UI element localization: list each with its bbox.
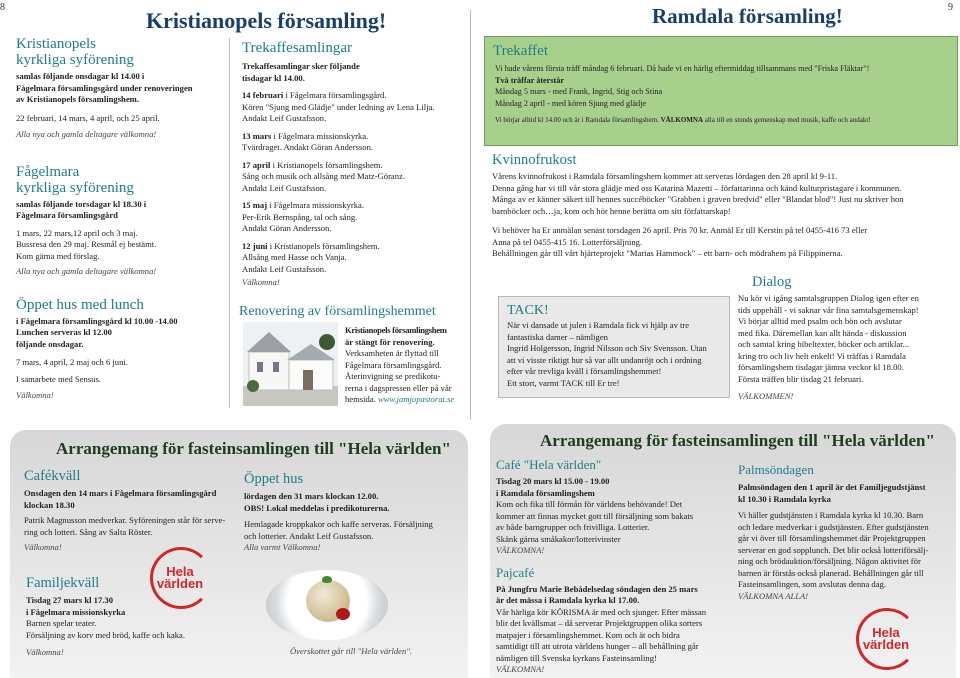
trekaffet-line: alla till en stunds gemenskap med musik, kaffe och andakt! <box>703 116 871 124</box>
syforening-line: Fågelmara församlingsgård under renoveringen <box>16 82 193 93</box>
kroppkaka-photo <box>262 564 392 644</box>
renovering-line: Fågelmara församlingsgård. <box>345 359 442 370</box>
renovering-title: Renovering av församlingshemmet <box>239 304 436 319</box>
familjekvall-title: Familjekväll <box>26 575 100 591</box>
cafe-line: kommer att finnas mycket gott till försäljning som bakats <box>496 510 694 521</box>
page-number-right: 9 <box>948 2 953 13</box>
oppet-hus-bold: OBS! Lokal meddelas i predikoturerna. <box>244 502 390 513</box>
tack-line: efter vår trevliga kväll i församlingshemmet! <box>507 366 662 376</box>
dialog-title: Dialog <box>752 274 792 290</box>
event-line: Andakt Leif Gustafsson. <box>242 263 327 274</box>
event-line: 14 februari i Fågelmara församlingsgård. <box>242 90 387 100</box>
lunch-line: i Fågelmara församlingsgård kl 10.00 -14.00 <box>16 315 178 326</box>
palm-line: och ledare medverkar i gudstjänsten. Efter gudstjänsten <box>738 521 929 532</box>
palm-line: Fasteinsamlingen, som avslutas denna dag. <box>738 579 886 589</box>
palm-line: ning och brödauktion/försäljning. Någon aktivitet för <box>738 556 921 566</box>
column-divider <box>229 38 230 408</box>
fagelmara-info: Bussresa den 29 maj. Resmål ej bestämt. <box>16 239 157 249</box>
column-trekaffe <box>242 40 462 289</box>
event-line: 12 juni i Kristianopels församlingshem. <box>242 240 380 251</box>
kvinno-line: Vi behöver ha Er anmälan senast torsdagen 26 april. Pris 70 kr. Anmäl Er till Kerstin på tel 0455-416 73 eller <box>492 225 868 235</box>
trekaffet-line: Vi hade vårens första träff måndag 6 februari. Då hade vi en härlig eftermiddag tillsammans med "Friska Fläktar"! <box>495 64 870 73</box>
paj-welcome: VÄLKOMNA! <box>496 664 545 674</box>
dialog-line: församlingshem tisdagar jämna veckor kl 18.00. <box>738 362 904 372</box>
event-line: Andakt Göran Andersson. <box>242 223 332 233</box>
event-line: 15 maj i Fågelmara missionskyrka. <box>242 200 364 210</box>
trekaffet-line: Måndag 2 april - med kören Sjung med glädje <box>495 98 646 108</box>
trekaffe-intro: Trekaffesamlingar sker följande <box>242 61 360 71</box>
familjekvall-welcome: Välkomna! <box>26 647 64 657</box>
palm-line: serverar en god sopplunch. Det blir också lotteriförsälj- <box>738 544 929 555</box>
tack-title: TACK! <box>507 303 549 318</box>
right-page-title: Ramdala församling! <box>652 4 843 28</box>
syforening-line: av Kristianopels församlingshem. <box>16 94 139 104</box>
cafe-hela-varlden-section <box>496 457 726 676</box>
tack-line: att vi visste riktigt hur så var allt undanröjt och i ordning <box>507 354 702 365</box>
fagelmara-title-line1: Fågelmara <box>16 163 80 180</box>
left-page-title: Kristianopels församling! <box>146 8 387 33</box>
paj-line: matpajer i församlingshemmet. Kom och ät och bidra <box>496 629 680 640</box>
trekaffe-event <box>242 90 462 125</box>
dialog-line: tids uppehåll - vi saknar vår fina samtalsgemenskap! <box>738 304 919 315</box>
cafe-hela-varlden-title: Café "Hela världen" <box>496 457 602 472</box>
event-line: Kören "Sjung med Glädje" under ledning av Lena Lilja. <box>242 101 435 112</box>
fagelmara-info: 1 mars, 22 mars,12 april och 3 maj. <box>16 227 138 238</box>
logo-text <box>156 566 204 590</box>
cafekvall-line: Patrik Magnusson medverkar. Syföreningen står för serve- <box>24 515 226 525</box>
dialog-line: Första träffen blir tisdag 21 februari. <box>738 373 864 384</box>
lunch-dates: 7 mars, 4 april, 2 maj och 6 juni. <box>16 357 128 367</box>
syforening-title-line1: Kristianopels <box>16 36 96 52</box>
dialog-line: och samtal kring bibeltexter, böcker och artiklar... <box>738 339 909 349</box>
fagelmara-title-line2: kyrkliga syförening <box>16 179 134 196</box>
trekaffe-event <box>242 160 462 195</box>
familjekvall-bold: i Fågelmara missionskyrka <box>26 606 126 617</box>
cafekvall-bold: Onsdagen den 14 mars i Fågelmara församlingsgård <box>24 488 217 498</box>
tack-line: fantastiska damer – nämligen <box>507 331 608 342</box>
renovering-bold: Kristianopels församlingshem <box>345 325 447 335</box>
trekaffet-line: Vi börjar alltid kl 14.00 och är i Ramdala församlingshem. <box>495 116 659 124</box>
tack-line: Ett stort, varmt TACK till Er tre! <box>507 377 620 388</box>
kvinno-line: Vårens kvinnofrukost i Ramdala församlingshem kommer att serveras lördagen den 28 april kl 9-11. <box>492 171 838 181</box>
renovering-last: hemsida. <box>345 394 376 404</box>
renovering-text <box>345 325 470 406</box>
palm-line: barnen är förstås också planerad. Behållningen går till <box>738 567 924 578</box>
kvinnofrukost-title: Kvinnofrukost <box>492 152 577 168</box>
oppet-hus-lunch-title: Öppet hus med lunch <box>16 296 144 313</box>
logo-line: Hela <box>166 564 194 579</box>
cafekvall-line: ring och lotteri. Sång av Salta Röster. <box>24 526 153 537</box>
event-line: Tvärdraget. Andakt Göran Andersson. <box>242 142 374 152</box>
cafekvall-title: Cafékväll <box>24 468 81 484</box>
paj-line: blir det kvällsmat – då serverar Projektgruppen olika sorters <box>496 618 703 628</box>
paj-line: Vår härliga kör KÖRISMA är med och sjunger. Efter mässan <box>496 606 707 617</box>
lingon <box>336 608 350 620</box>
oppet-hus-title: Öppet hus <box>244 471 304 487</box>
page-number-left: 8 <box>0 2 5 13</box>
column-kristianopels <box>16 36 222 402</box>
hela-varlden-logo <box>856 608 918 670</box>
renovering-line: Återinvigning se predikotu- <box>345 371 441 381</box>
paj-line: nämligen till Svenska kyrkans Fasteinsamling! <box>496 652 657 663</box>
logo-line: världen <box>862 637 910 652</box>
event-line: Andakt Leif Gustafsson. <box>242 182 327 193</box>
trekaffet-title: Trekaffet <box>493 43 548 59</box>
event-line: Allsång med Hasse och Vanja. <box>242 252 347 262</box>
trekaffe-event <box>242 200 462 235</box>
trekaffe-intro: tisdagar kl 14.00. <box>242 72 305 83</box>
syforening-dates: 22 februari, 14 mars, 4 april, och 25 april. <box>16 112 160 123</box>
paj-bold: På Jungfru Marie Bebådelsedag söndagen den 25 mars <box>496 583 698 594</box>
palm-line: Vi häller gudstjänsten i Ramdala kyrka kl 10.30. Barn <box>738 510 924 520</box>
cafe-line: Skänk gärna småkakor/lotterivinster <box>496 533 621 544</box>
syforening-line: samlas följande onsdagar kl 14.00 i <box>16 71 145 81</box>
cafekvall-welcome: Välkomna! <box>24 542 62 552</box>
fagelmara-info: Kom gärna med förslag. <box>16 250 100 261</box>
cafekvall-section <box>24 468 238 554</box>
fagelmara-line: Fågelmara församlingsgård <box>16 210 118 220</box>
familjekvall-bold: Tisdag 27 mars kl 17.30 <box>26 595 113 605</box>
tack-line: När vi dansade ut julen i Ramdala fick vi hjälp av tre <box>507 320 690 330</box>
hela-varlden-logo <box>150 547 212 609</box>
tack-box <box>498 296 730 398</box>
syforening-welcome: Alla nya och gamla deltagare välkomna! <box>16 129 157 139</box>
lunch-line: följande onsdagar. <box>16 338 84 349</box>
cafe-line: Kom och fika till förmån för världens behövande! Det <box>496 499 683 509</box>
pajcafe-title: Pajcafé <box>496 564 535 580</box>
lunch-welcome: Välkomna! <box>16 390 54 400</box>
oppet-hus-bold: lördagen den 31 mars klockan 12.00. <box>244 491 379 501</box>
website-link[interactable]: www.jamjopastorat.se <box>377 394 455 404</box>
trekaffet-line: Måndag 5 mars - med Frank, Ingrid, Stig och Stina <box>495 87 663 96</box>
photo-caption: Överskottet går till "Hela världen". <box>290 646 413 656</box>
logo-text <box>862 627 910 651</box>
cafe-welcome: VÄLKOMNA! <box>496 545 545 555</box>
trekaffet-welcome: VÄLKOMNA <box>660 116 703 124</box>
fasteinsamling-left-banner: Arrangemang för fasteinsamlingen till "Hela världen" <box>56 439 451 458</box>
dialog-line: med fika. Däremellan kan allt hända - diskussion <box>738 327 907 338</box>
renovering-bold: är stängt för renovering. <box>345 336 435 347</box>
familjekvall-line: Försäljning av korv med bröd, kaffe och kaka. <box>26 629 186 640</box>
oppet-hus-section <box>244 471 460 554</box>
kvinno-line: barnböcker och…ja, kom och hör henne berätta om sitt författarskap! <box>492 205 731 216</box>
trekaffe-title: Trekaffesamlingar <box>242 40 352 56</box>
cafe-bold: Tisdag 20 mars kl 15.00 - 19.00 <box>496 476 610 486</box>
kvinnofrukost-section <box>492 152 954 260</box>
oppet-hus-line: och lotterier. Andakt Leif Gustafsson. <box>244 530 374 541</box>
trekaffe-event <box>242 131 462 154</box>
palmsondagen-section <box>738 462 954 602</box>
kvinno-line: Anna på tel 0455-415 16. Lotterförsäljning. <box>492 236 643 247</box>
syforening-title-line2: kyrkliga syförening <box>16 52 134 68</box>
tack-line: Ingrid Holgersson, Ingrid Nilsson och Siv Svensson. Utan <box>507 343 707 353</box>
event-line: Andakt Leif Gustafsson. <box>242 113 327 123</box>
renovering-line: rerna i dagspressen eller på vår <box>345 382 452 393</box>
oppet-hus-welcome: Alla varmt Välkomna! <box>244 542 321 552</box>
oppet-hus-line: Hemlagade kroppkakor och kaffe serveras. Försäljning <box>244 519 433 529</box>
trekaffe-event <box>242 241 462 276</box>
palm-welcome: VÄLKOMNA ALLA! <box>738 590 809 601</box>
palm-bold: kl 10.30 i Ramdala kyrka <box>738 493 831 504</box>
kvinno-line: Många av er känner säkert till hennes succéböcker "Grabben i graven bredvid" eller "Blandat blod"! Just nu skriver hon <box>492 194 904 204</box>
kvinno-line: Behållningen går till vårt hjärteprojekt "Marias Hammock" – ett barn- och mödrahem på Filippinerna. <box>492 248 843 258</box>
palmsondagen-title: Palmsöndagen <box>738 462 814 477</box>
logo-line: världen <box>156 576 204 591</box>
paj-bold: är det mässa i Ramdala kyrka kl 17.00. <box>496 595 640 605</box>
dialog-welcome: VÄLKOMMEN! <box>738 391 794 401</box>
church-illustration <box>243 322 338 406</box>
event-line: Sång och musik och allsång med Matz-Göranz. <box>242 171 406 181</box>
event-line: 13 mars i Fågelmara missionskyrka. <box>242 130 369 141</box>
palm-bold: Palmsöndagen den 1 april är det Familjegudstjänst <box>738 482 926 492</box>
palm-line: går vi över till församlingshemmet där Projektgruppen <box>738 533 926 543</box>
familjekvall-line: Barnen spelar teater. <box>26 618 97 628</box>
renovering-line: Verksamheten är flyttad till <box>345 348 439 358</box>
page-divider <box>470 10 471 420</box>
parsley <box>322 576 332 583</box>
fagelmara-line: samlas följande torsdagar kl 18.30 i <box>16 198 147 209</box>
dialog-line: Vi börjar alltid med psalm och bön och avslutar <box>738 316 902 326</box>
fagelmara-welcome: Alla nya och gamla deltagare välkomna! <box>16 266 157 276</box>
cafe-line: av både barngrupper och frivilliga. Lotterier. <box>496 522 650 532</box>
trekaffet-line: Två träffar återstår <box>495 75 564 85</box>
lunch-sensus: I samarbete med Sensus. <box>16 373 101 384</box>
paj-line: samtidigt till att utrota världens hunger – all behållning går <box>496 641 699 651</box>
trekaffe-welcome: Välkomna! <box>242 277 280 287</box>
fasteinsamling-right-banner: Arrangemang för fasteinsamlingen till "Hela världen" <box>540 431 935 450</box>
lunch-line: Lunchen serveras kl 12.00 <box>16 327 112 337</box>
event-line: Per-Erik Bernspång, tal och sång. <box>242 211 358 222</box>
cafekvall-bold: klockan 18.30 <box>24 499 75 510</box>
cafe-bold: i Ramdala församlingshem <box>496 487 595 498</box>
trekaffet-box <box>484 36 958 146</box>
kvinno-line: Denna gång har vi till vår stora glädje med oss Katarina Mazetti – författarinna och känd kulturpristagare i kommunen. <box>492 182 902 193</box>
logo-line: Hela <box>872 625 900 640</box>
dialog-line: kring tro och liv helt enkelt! Vi träffas i Ramdala <box>738 350 906 361</box>
dialog-section <box>738 274 956 403</box>
church-photo <box>243 322 338 406</box>
dialog-line: Nu kör vi igång samtalsgruppen Dialog igen efter en <box>738 293 919 303</box>
event-line: 17 april i Kristianopels församlingshem. <box>242 159 383 170</box>
